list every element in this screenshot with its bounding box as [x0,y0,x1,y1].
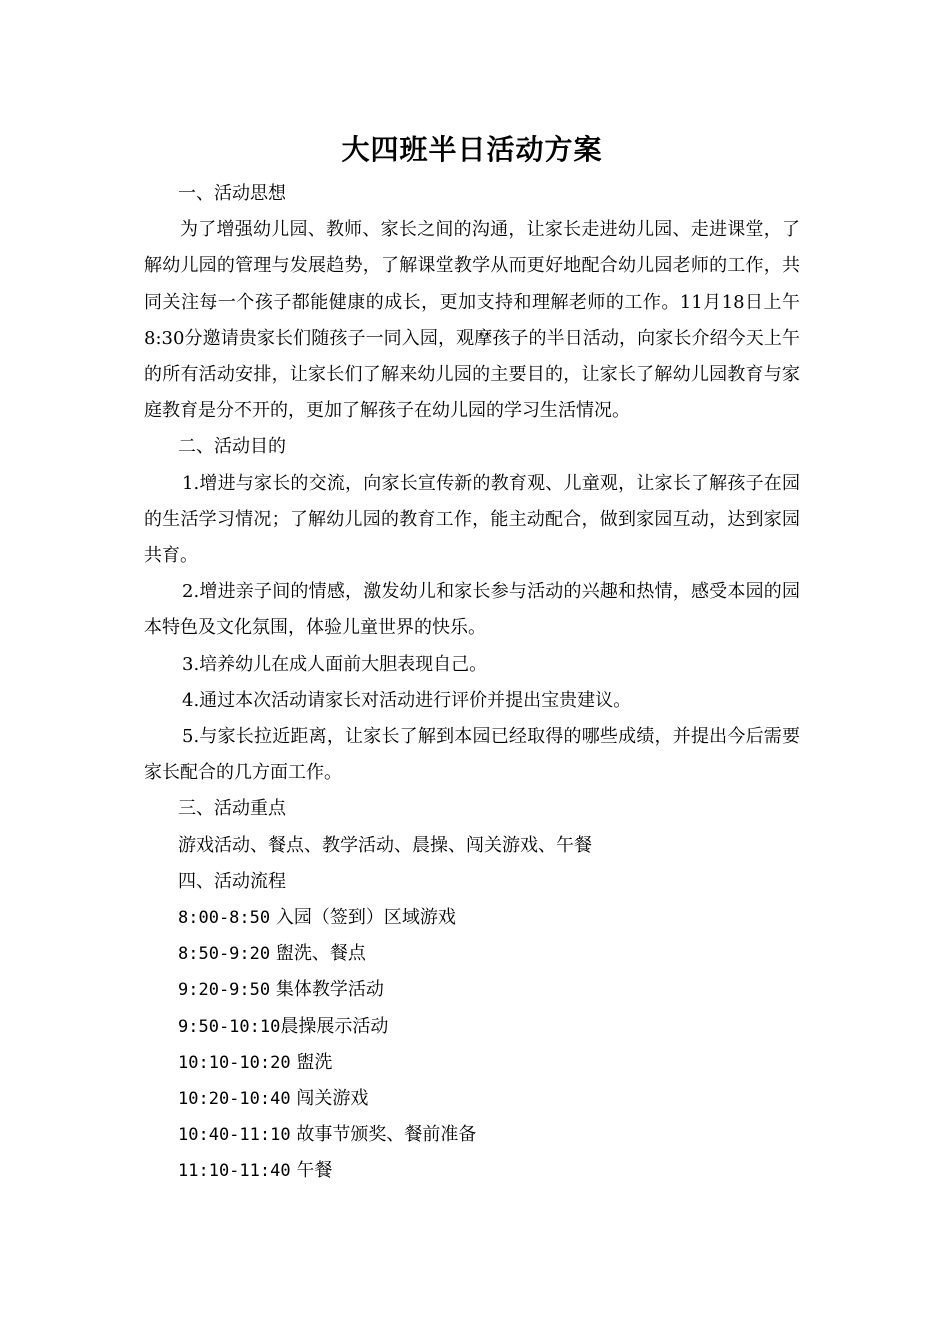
schedule-time: 8:00-8:50 [178,908,271,929]
section-heading-thought: 一、活动思想 [178,183,286,204]
purpose-item-3: 3.培养幼儿在成人面前大胆表现自己。 [182,653,488,675]
schedule-list [144,900,800,1190]
schedule-time: 10:40-11:10 [178,1125,291,1146]
schedule-activity: 入园（签到）区域游戏 [270,907,456,929]
schedule-activity: 晨操展示活动 [280,1015,389,1037]
purpose-item-5: 5.与家长拉近距离，让家长了解到本园已经取得的哪些成绩，并提出今后需要家长配合的几方面工作。 [144,726,800,784]
schedule-activity: 闯关游戏 [290,1088,369,1110]
schedule-time: 10:10-10:20 [178,1052,291,1073]
schedule-row [144,900,800,936]
schedule-activity: 故事节颁奖、餐前准备 [290,1124,477,1146]
schedule-row [144,1009,800,1045]
schedule-row [144,1117,800,1153]
schedule-time: 8:50-9:20 [178,944,271,965]
section-heading-focus: 三、活动重点 [178,798,286,820]
schedule-row [144,1081,800,1117]
schedule-activity: 盥洗 [290,1051,333,1073]
document-page [144,128,800,1190]
purpose-item-4: 4.通过本次活动请家长对活动进行评价并提出宝贵建议。 [182,689,632,711]
schedule-activity: 午餐 [290,1160,333,1182]
schedule-time: 9:20-9:50 [178,980,271,1001]
schedule-time: 10:20-10:40 [178,1089,291,1110]
schedule-activity: 盥洗、餐点 [270,943,366,965]
section-heading-purpose: 二、活动目的 [178,436,286,458]
schedule-activity: 集体教学活动 [270,979,384,1001]
document-title: 大四班半日活动方案 [341,133,603,166]
schedule-time: 9:50-10:10 [178,1016,281,1037]
section-heading-schedule: 四、活动流程 [178,870,286,892]
schedule-row [144,1153,800,1189]
purpose-item-1: 1.增进与家长的交流，向家长宣传新的教育观、儿童观，让家长了解孩子在园的生活学习情况；了解幼儿园的教育工作，能主动配合，做到家园互动，达到家园共育。 [144,472,800,567]
section-body-thought: 为了增强幼儿园、教师、家长之间的沟通，让家长走进幼儿园、走进课堂，了解幼儿园的管理与发展趋势，了解课堂教学从而更好地配合幼儿园老师的工作，共同关注每一个孩子都能健康的成长，更加支持和理解老师的工作。11月18日上午8:30分邀请贵家长们随孩子一同入园，观摩孩子的半日活动，向家长介绍今天上午的所有活动安排，让家长们了解来幼儿园的主要目的，让家长了解幼儿园教育与家庭教育是分不开的，更加了解孩子在幼儿园的学习生活情况。 [144,219,800,422]
purpose-item-2: 2.增进亲子间的情感，激发幼儿和家长参与活动的兴趣和热情，感受本园的园本特色及文化氛围，体验儿童世界的快乐。 [144,581,800,639]
schedule-row [144,1045,800,1081]
schedule-row [144,936,800,972]
schedule-row [144,972,800,1008]
section-body-focus: 游戏活动、餐点、教学活动、晨操、闯关游戏、午餐 [178,834,592,856]
schedule-time: 11:10-11:40 [178,1161,291,1182]
